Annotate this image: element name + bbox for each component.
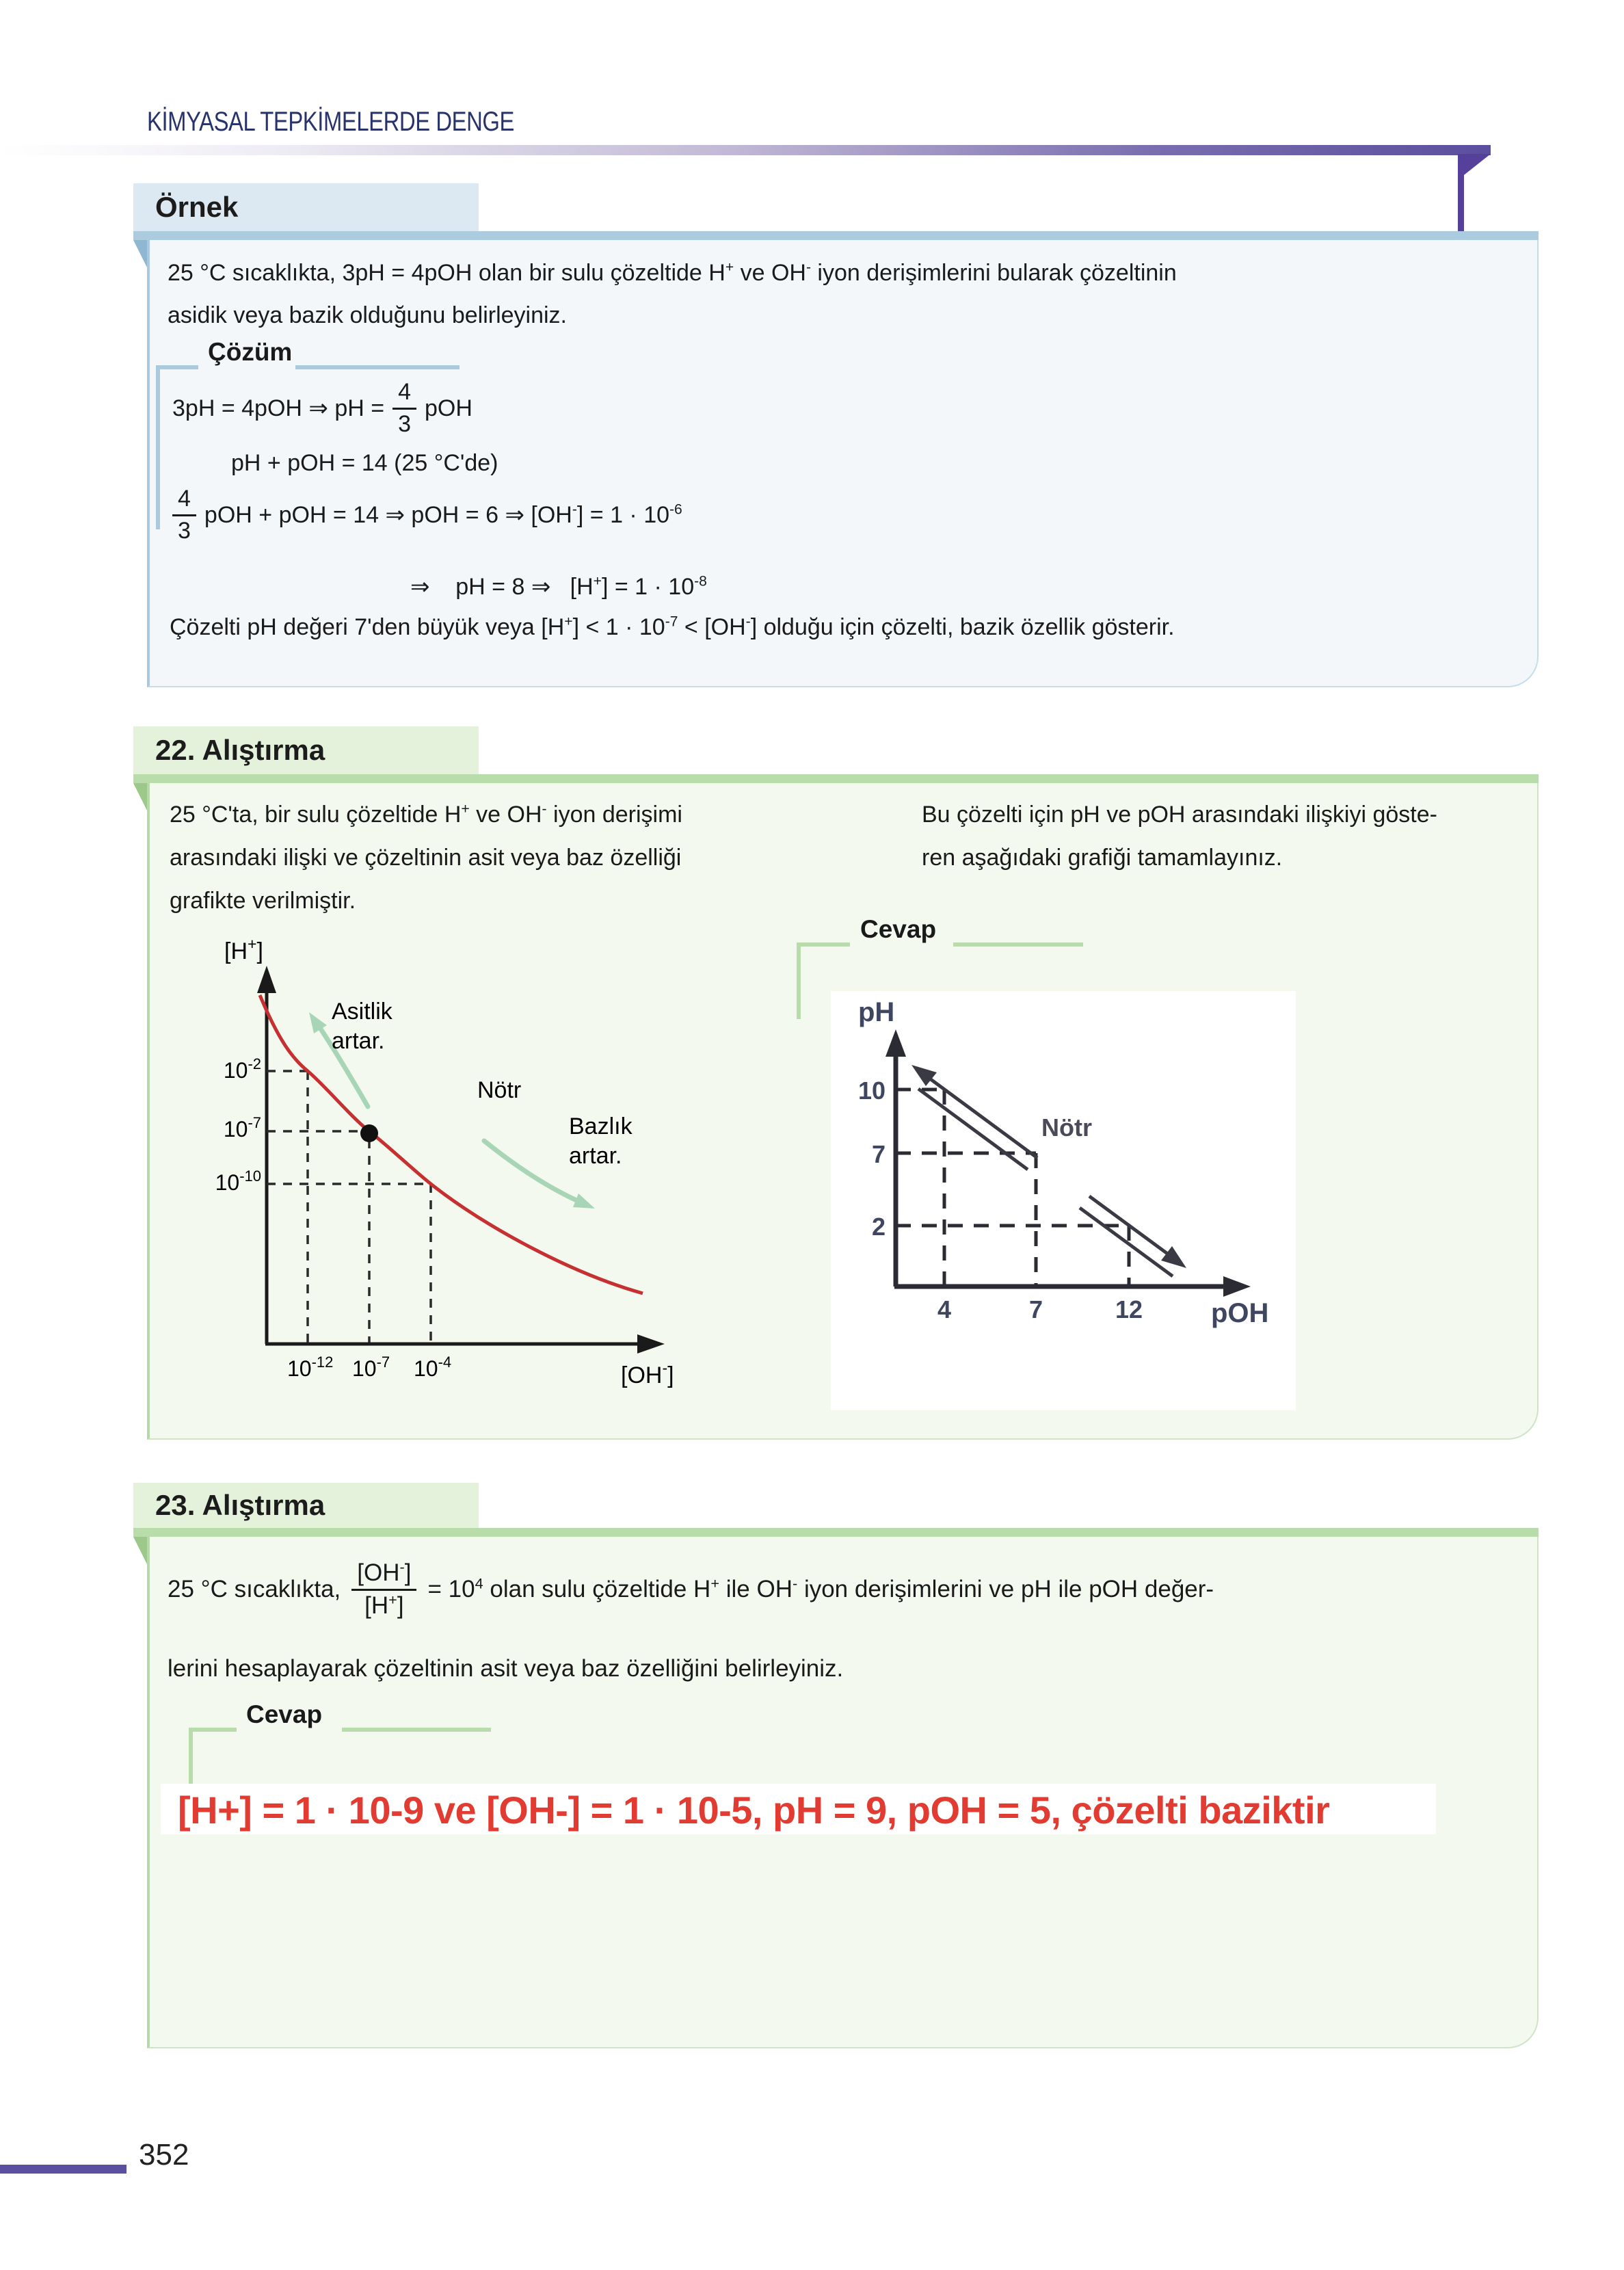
answer22-label-descender bbox=[797, 942, 801, 1019]
basicity-annotation-line2: artar. bbox=[569, 1143, 622, 1169]
example-tab-label: Örnek bbox=[155, 191, 239, 223]
solution-label-line-right bbox=[295, 365, 460, 369]
exercise23-problem bbox=[168, 1558, 1214, 1619]
basicity-annotation-line1: Bazlık bbox=[569, 1113, 633, 1139]
equation-3-body: pOH + pOH = 14 ⇒ pOH = 6 ⇒ $[OH^-] = 1 \cdot 10^{-6}$ bbox=[204, 501, 682, 529]
y-tick-labels bbox=[215, 1055, 261, 1195]
answer23-label-line-right bbox=[342, 1728, 491, 1732]
x-tick-labels bbox=[287, 1354, 451, 1381]
exercise23-problem-line2: lerini hesaplayarak çözeltinin asit veya baz özelliğini belirleyiniz. bbox=[168, 1655, 844, 1682]
fraction-numerator: 4 bbox=[172, 487, 196, 516]
answer22-label: Cevap bbox=[860, 915, 937, 943]
corner-ribbon-strip bbox=[1458, 154, 1464, 232]
page-number: 352 bbox=[139, 2138, 189, 2172]
svg-text:10-10: $10^{-10}$ bbox=[215, 1167, 261, 1195]
footer-rule bbox=[0, 2165, 127, 2174]
y-tick-labels bbox=[858, 1077, 886, 1241]
svg-text:10-4: $10^{-4}$ bbox=[414, 1354, 452, 1381]
exercise22-tab-label: 22. Alıştırma bbox=[155, 734, 325, 766]
exercise23-fold-triangle bbox=[133, 1537, 147, 1564]
equation-1-post: pOH bbox=[425, 395, 472, 421]
fraction-denominator: 3 bbox=[178, 517, 191, 544]
neutral-annotation: Nötr bbox=[1041, 1113, 1092, 1141]
example-problem-text: 25 °C sıcaklıkta, 3pH = 4pOH olan bir sulu çözeltide H+ ve OH- iyon derişimlerini bularak çözeltinin asidik veya bazik olduğunu belirleyiniz. bbox=[168, 259, 1177, 328]
solution-label-line-left bbox=[156, 365, 198, 369]
fraction-4-3 bbox=[392, 380, 416, 436]
exercise23-tab bbox=[133, 1483, 479, 1528]
fraction-denominator: [H+] bbox=[364, 1591, 404, 1619]
svg-text:4: 4 bbox=[937, 1295, 952, 1323]
x-tick-labels bbox=[937, 1295, 1143, 1323]
y-axis-label: [H+] bbox=[224, 935, 263, 964]
h-oh-concentration-chart bbox=[191, 935, 691, 1388]
exercise22-fold-triangle bbox=[133, 783, 147, 810]
y-axis-label: pH bbox=[858, 997, 895, 1027]
acidity-annotation-line1: Asitlik bbox=[332, 999, 392, 1025]
answer22-label-line-left bbox=[797, 942, 850, 947]
answer23-label-descender bbox=[189, 1728, 193, 1785]
example-equation-3 bbox=[172, 487, 682, 543]
basicity-arrowhead bbox=[573, 1193, 595, 1209]
answer23-label: Cevap bbox=[246, 1700, 323, 1728]
exercise23-bar bbox=[133, 1528, 1539, 1537]
problem-post: = $10^4$ olan sulu çözeltide H+ ile OH- iyon derişimlerini ve pH ile pOH değer- bbox=[427, 1574, 1214, 1603]
answer22-label-line-right bbox=[953, 942, 1083, 947]
line-arrowhead-downright bbox=[1161, 1246, 1186, 1268]
equation-4-body: ⇒ pH = 8 ⇒ $[H^+] = 1 \cdot 10^{-8}$ bbox=[410, 573, 707, 600]
x-axis-arrowhead bbox=[637, 1334, 665, 1354]
problem-pre: 25 °C sıcaklıkta, bbox=[168, 1576, 341, 1603]
x-axis-label: pOH bbox=[1211, 1298, 1269, 1328]
ph-poh-line bbox=[918, 1077, 1173, 1276]
x-axis-arrowhead bbox=[1223, 1276, 1251, 1297]
example-conclusion: Çözelti pH değeri 7'den büyük veya $[H^+] < 1 \cdot 10^{-7} < [OH^-]$ olduğu için çözelti, bazik özellik gösterir. bbox=[170, 613, 1175, 640]
svg-text:10-2: $10^{-2}$ bbox=[223, 1055, 261, 1083]
example-equation-2: pH + pOH = 14 (25 °C'de) bbox=[231, 450, 498, 476]
header-gradient-rule bbox=[0, 145, 1491, 155]
example-fold-triangle bbox=[133, 240, 147, 267]
example-bar bbox=[133, 231, 1539, 240]
y-axis-arrowhead bbox=[257, 966, 276, 993]
y-axis-arrowhead bbox=[886, 1029, 906, 1057]
equation-1-pre: 3pH = 4pOH ⇒ pH = bbox=[172, 395, 385, 422]
neutral-annotation: Nötr bbox=[477, 1077, 522, 1103]
fraction-4-3 bbox=[172, 487, 196, 543]
fraction-numerator: [OH-] bbox=[351, 1561, 416, 1591]
corner-ribbon bbox=[1448, 154, 1496, 236]
chapter-title: KİMYASAL TEPKİMELERDE DENGE bbox=[147, 107, 514, 137]
dashed-guides bbox=[896, 1090, 1129, 1285]
svg-text:12: 12 bbox=[1115, 1295, 1143, 1323]
example-tab bbox=[133, 183, 479, 231]
svg-text:7: 7 bbox=[1028, 1295, 1043, 1323]
exercise22-right-text: Bu çözelti için pH ve pOH arasındaki ilişkiyi göste- ren aşağıdaki grafiği tamamlayınız. bbox=[922, 802, 1437, 871]
example-equation-4 bbox=[410, 573, 707, 601]
x-axis-label: [OH-] bbox=[621, 1359, 674, 1388]
solution-label-descender bbox=[156, 365, 160, 529]
oh-h-ratio-fraction bbox=[351, 1558, 416, 1619]
svg-text:10-7: $10^{-7}$ bbox=[352, 1354, 390, 1381]
svg-text:2: 2 bbox=[871, 1213, 886, 1241]
example-equation-1 bbox=[172, 380, 472, 436]
acidity-annotation-line2: artar. bbox=[332, 1028, 385, 1054]
ph-poh-answer-chart bbox=[831, 991, 1296, 1410]
svg-text:10: 10 bbox=[857, 1077, 886, 1105]
svg-text:10-12: $10^{-12}$ bbox=[287, 1354, 334, 1381]
solution-label: Çözüm bbox=[208, 338, 293, 366]
svg-text:7: 7 bbox=[871, 1140, 886, 1168]
exercise23-tab-label: 23. Alıştırma bbox=[155, 1489, 325, 1521]
answer23-text: [H+] = 1 · 10-9 ve [OH-] = 1 · 10-5, pH = 9, pOH = 5, çözelti baziktir bbox=[178, 1789, 1330, 1832]
neutral-point-dot bbox=[360, 1124, 378, 1142]
svg-text:10-7: $10^{-7}$ bbox=[223, 1114, 261, 1141]
answer23-label-line-left bbox=[189, 1728, 237, 1732]
exercise22-left-text: 25 °C'ta, bir sulu çözeltide H+ ve OH- iyon derişimi arasındaki ilişki ve çözeltinin asit veya baz özelliği grafikte verilmiştir. bbox=[170, 801, 682, 914]
fraction-numerator: 4 bbox=[392, 380, 416, 410]
basicity-arrow bbox=[484, 1141, 583, 1203]
exercise22-tab bbox=[133, 726, 479, 774]
exercise22-bar bbox=[133, 774, 1539, 783]
fraction-denominator: 3 bbox=[398, 410, 412, 437]
